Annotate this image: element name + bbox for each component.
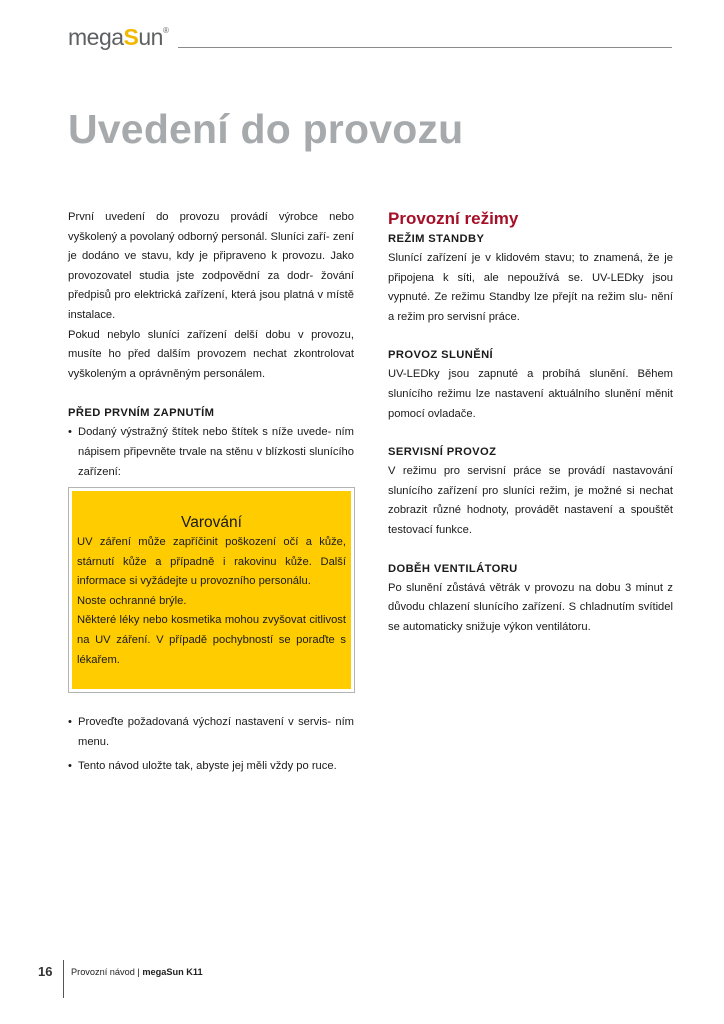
operating-modes-heading: Provozní režimy [388,209,519,228]
warning-text: Noste ochranné brýle. [77,594,187,607]
footer-divider [63,960,64,998]
header-divider [178,47,672,48]
intro-paragraph: První uvedení do provozu provádí výrobce nebo vyškolený a povolaný odborný personál. Sluníci zaří- zení je dodáno ve stavu, kdy je připraveno k provozu. Jako provozovatel studia jste zodpovědní za dodr- žování předpisů pro elektrická zařízení, která jsou platná v místě instalace. [68,211,354,321]
brand-logo: megaSun® [68,24,169,50]
list-item: • Proveďte požadovaná výchozí nastavení v servis- ním menu. [68,713,354,752]
list-item: • Dodaný výstražný štítek nebo štítek s níže uvede- ním nápisem připevněte trvale na stěnu v blízkosti slunícího zařízení: [68,423,354,482]
mode-text: Slunící zařízení je v klidovém stavu; to znamená, že je připojena k síti, ale nepoužívá se. UV-LEDky jsou vypnuté. Ze režimu Standby lze přejít na režim slu- nění a režim pro servisní práce. [388,252,673,323]
footer-label: Provozní návod | megaSun K11 [71,967,203,977]
list-item: • Tento návod uložte tak, abyste jej měli vždy po ruce. [68,757,354,777]
page-title: Uvedení do provozu [68,106,464,152]
warning-title: Varování [181,514,242,531]
after-list [68,713,354,777]
before-first-start-list [68,423,354,482]
mode-text: V režimu pro servisní práce se provádí nastavování slunícího zařízení pro sluníci režim, je možné si nechat zobrazit různé hodnoty, provádět nastavení a spouštět testovací funkce. [388,465,673,536]
warning-panel [72,491,351,689]
mode-heading: PROVOZ SLUNĚNÍ [388,349,494,362]
warning-text: UV záření může zapříčinit poškození očí a kůže, stárnutí kůže a případně i rakovinu kůže. Další informace si vyžádejte u provozního personálu. [77,536,346,588]
warning-box [68,487,355,693]
left-column [68,208,354,482]
mode-text: Po slunění zůstává větrák v provozu na dobu 3 minut z důvodu chlazení slunícího zařízení. S chladnutím svítidel se automaticky snižuje výkon ventilátoru. [388,581,673,633]
intro-paragraph: Pokud nebylo sluníci zařízení delší dobu v provozu, musíte ho před dalším provozem nechat zkontrolovat vyškoleným a oprávněným personálem. [68,328,354,380]
mode-heading: DOBĚH VENTILÁTORU [388,562,518,575]
mode-heading: SERVISNÍ PROVOZ [388,446,497,459]
left-column-after [68,713,354,777]
mode-heading: REŽIM STANDBY [388,233,485,245]
before-first-start-heading: PŘED PRVNÍM ZAPNUTÍM [68,407,215,420]
mode-text: UV-LEDky jsou zapnuté a probíhá slunění. Během slunícího režimu lze nastavení aktuálního slunění měnit pomocí ovladače. [388,368,673,420]
right-column [388,208,673,637]
page-number: 16 [38,964,53,979]
warning-text: Některé léky nebo kosmetika mohou zvyšovat citlivost na UV záření. V případě pochybností se poraďte s lékařem. [77,614,346,666]
